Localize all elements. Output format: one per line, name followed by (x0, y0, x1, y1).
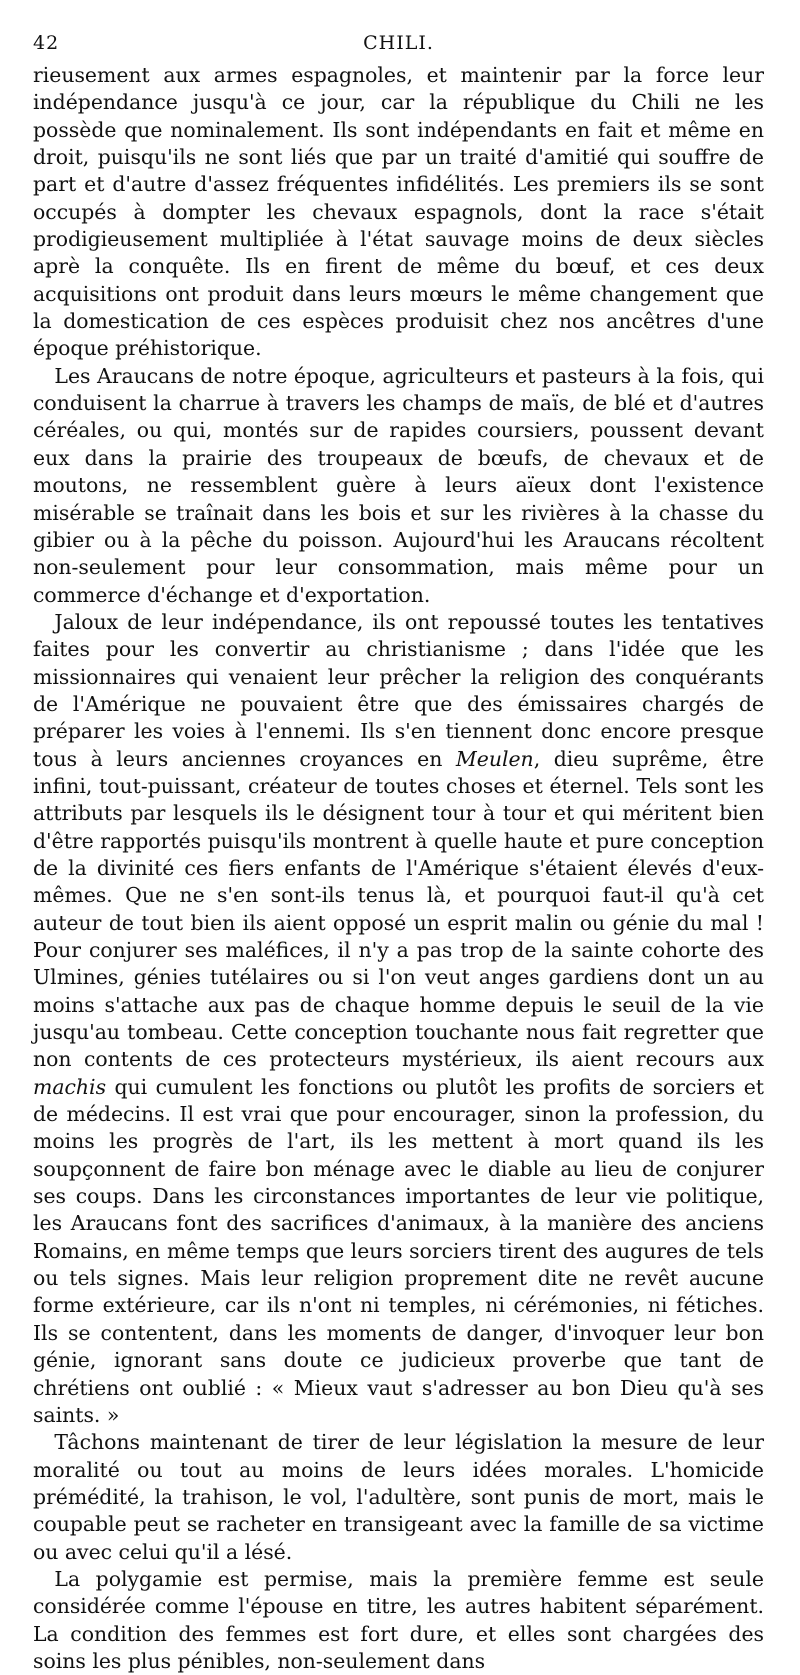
paragraph-2: Les Araucans de notre époque, agriculteurs et pasteurs à la fois, qui conduisent la charrue à travers les champs de maïs, de blé et d'autres céréales, ou qui, montés sur de rapides coursiers, poussent devant eux dans la prairie des troupeaux de bœufs, de chevaux et de moutons, ne ressemblent guère à leurs aïeux dont l'existence misérable se traînait dans les bois et sur les rivières à la chasse du gibier ou à la pêche du poisson. Aujourd'hui les Araucans récoltent non-seulement pour leur consommation, mais même pour un commerce d'échange et d'exportation. (33, 363, 764, 607)
running-head: CHILI. (363, 32, 434, 54)
paragraph-3 (33, 609, 764, 1429)
page-header (33, 32, 764, 62)
page-number: 42 (33, 32, 60, 54)
paragraph-5: La polygamie est permise, mais la première femme est seule considérée comme l'épouse en titre, les autres habitent séparément. La condition des femmes est fort dure, et elles sont chargées des soins les plus pénibles, non-seulement dans (33, 1566, 764, 1673)
paragraph-3-part-1: Jaloux de leur indépendance, ils ont repoussé toutes les tentatives faites pour les convertir au christianisme ; dans l'idée que les missionnaires qui venaient leur prêcher la religion des conquérants de l'Amérique ne pouvaient être que des émissaires chargés de préparer les voies à l'ennemi. Ils s'en tiennent donc encore presque tous à leurs anciennes croyances en (33, 609, 764, 771)
paragraph-3-part-2: , dieu suprême, être infini, tout-puissant, créateur de toutes choses et éternel. Tels sont les attributs par lesquels ils le désignent tour à tour et qui méritent bien d'être rapportés puisqu'ils montrent à quelle haute et pure conception de la divinité ces fiers enfants de l'Amérique s'étaient élevés d'eux-mêmes. Que ne s'en sont-ils tenus là, et pourquoi faut-il qu'à cet auteur de tout bien ils aient opposé un esprit malin ou génie du mal ! Pour conjurer ses maléfices, il n'y a pas trop de la sainte cohorte des Ulmines, génies tutélaires ou si l'on veut anges gardiens dont un au moins s'attache aux pas de chaque homme depuis le seuil de la vie jusqu'au tombeau. Cette conception touchante nous fait regretter que non contents de ces protecteurs mystérieux, ils aient recours aux (33, 746, 764, 1072)
paragraph-1: rieusement aux armes espagnoles, et maintenir par la force leur indépendance jusqu'à ce jour, car la république du Chili ne les possède que nominalement. Ils sont indépendants en fait et même en droit, puisqu'ils ne sont liés que par un traité d'amitié qui souffre de part et d'autre d'assez fréquentes infidélités. Les premiers ils se sont occupés à dompter les chevaux espagnols, dont la race s'était prodigieusement multipliée à l'état sauvage moins de deux siècles aprè la conquête. Ils en firent de même du bœuf, et ces deux acquisitions ont produit dans leurs mœurs le même changement que la domestication de ces espèces produisit chez nos ancêtres d'une époque préhistorique. (33, 63, 764, 361)
body-text (33, 62, 764, 1675)
term-meulen: Meulen (455, 746, 534, 771)
term-machis: machis (33, 1074, 107, 1099)
paragraph-3-part-3: qui cumulent les fonctions ou plutôt les profits de sorciers et de médecins. Il est vrai que pour encourager, sinon la profession, du moins les progrès de l'art, ils les mettent à mort quand ils les soupçonnent de faire bon ménage avec le diable au lieu de conjurer ses coups. Dans les circonstances importantes de leur vie politique, les Araucans font des sacrifices d'animaux, à la manière des anciens Romains, en même temps que leurs sorciers tirent des augures de tels ou tels signes. Mais leur religion proprement dite ne revêt aucune forme extérieure, car ils n'ont ni temples, ni cérémonies, ni fétiches. Ils se contentent, dans les moments de danger, d'invoquer leur bon génie, ignorant sans doute ce judicieux proverbe que tant de chrétiens ont oublié : « Mieux vaut s'adresser au bon Dieu qu'à ses saints. » (33, 1074, 764, 1427)
paragraph-4: Tâchons maintenant de tirer de leur législation la mesure de leur moralité ou tout au moins de leurs idées morales. L'homicide prémédité, la trahison, le vol, l'adultère, sont punis de mort, mais le coupable peut se racheter en transigeant avec la famille de sa victime ou avec celui qu'il a lésé. (33, 1430, 764, 1564)
